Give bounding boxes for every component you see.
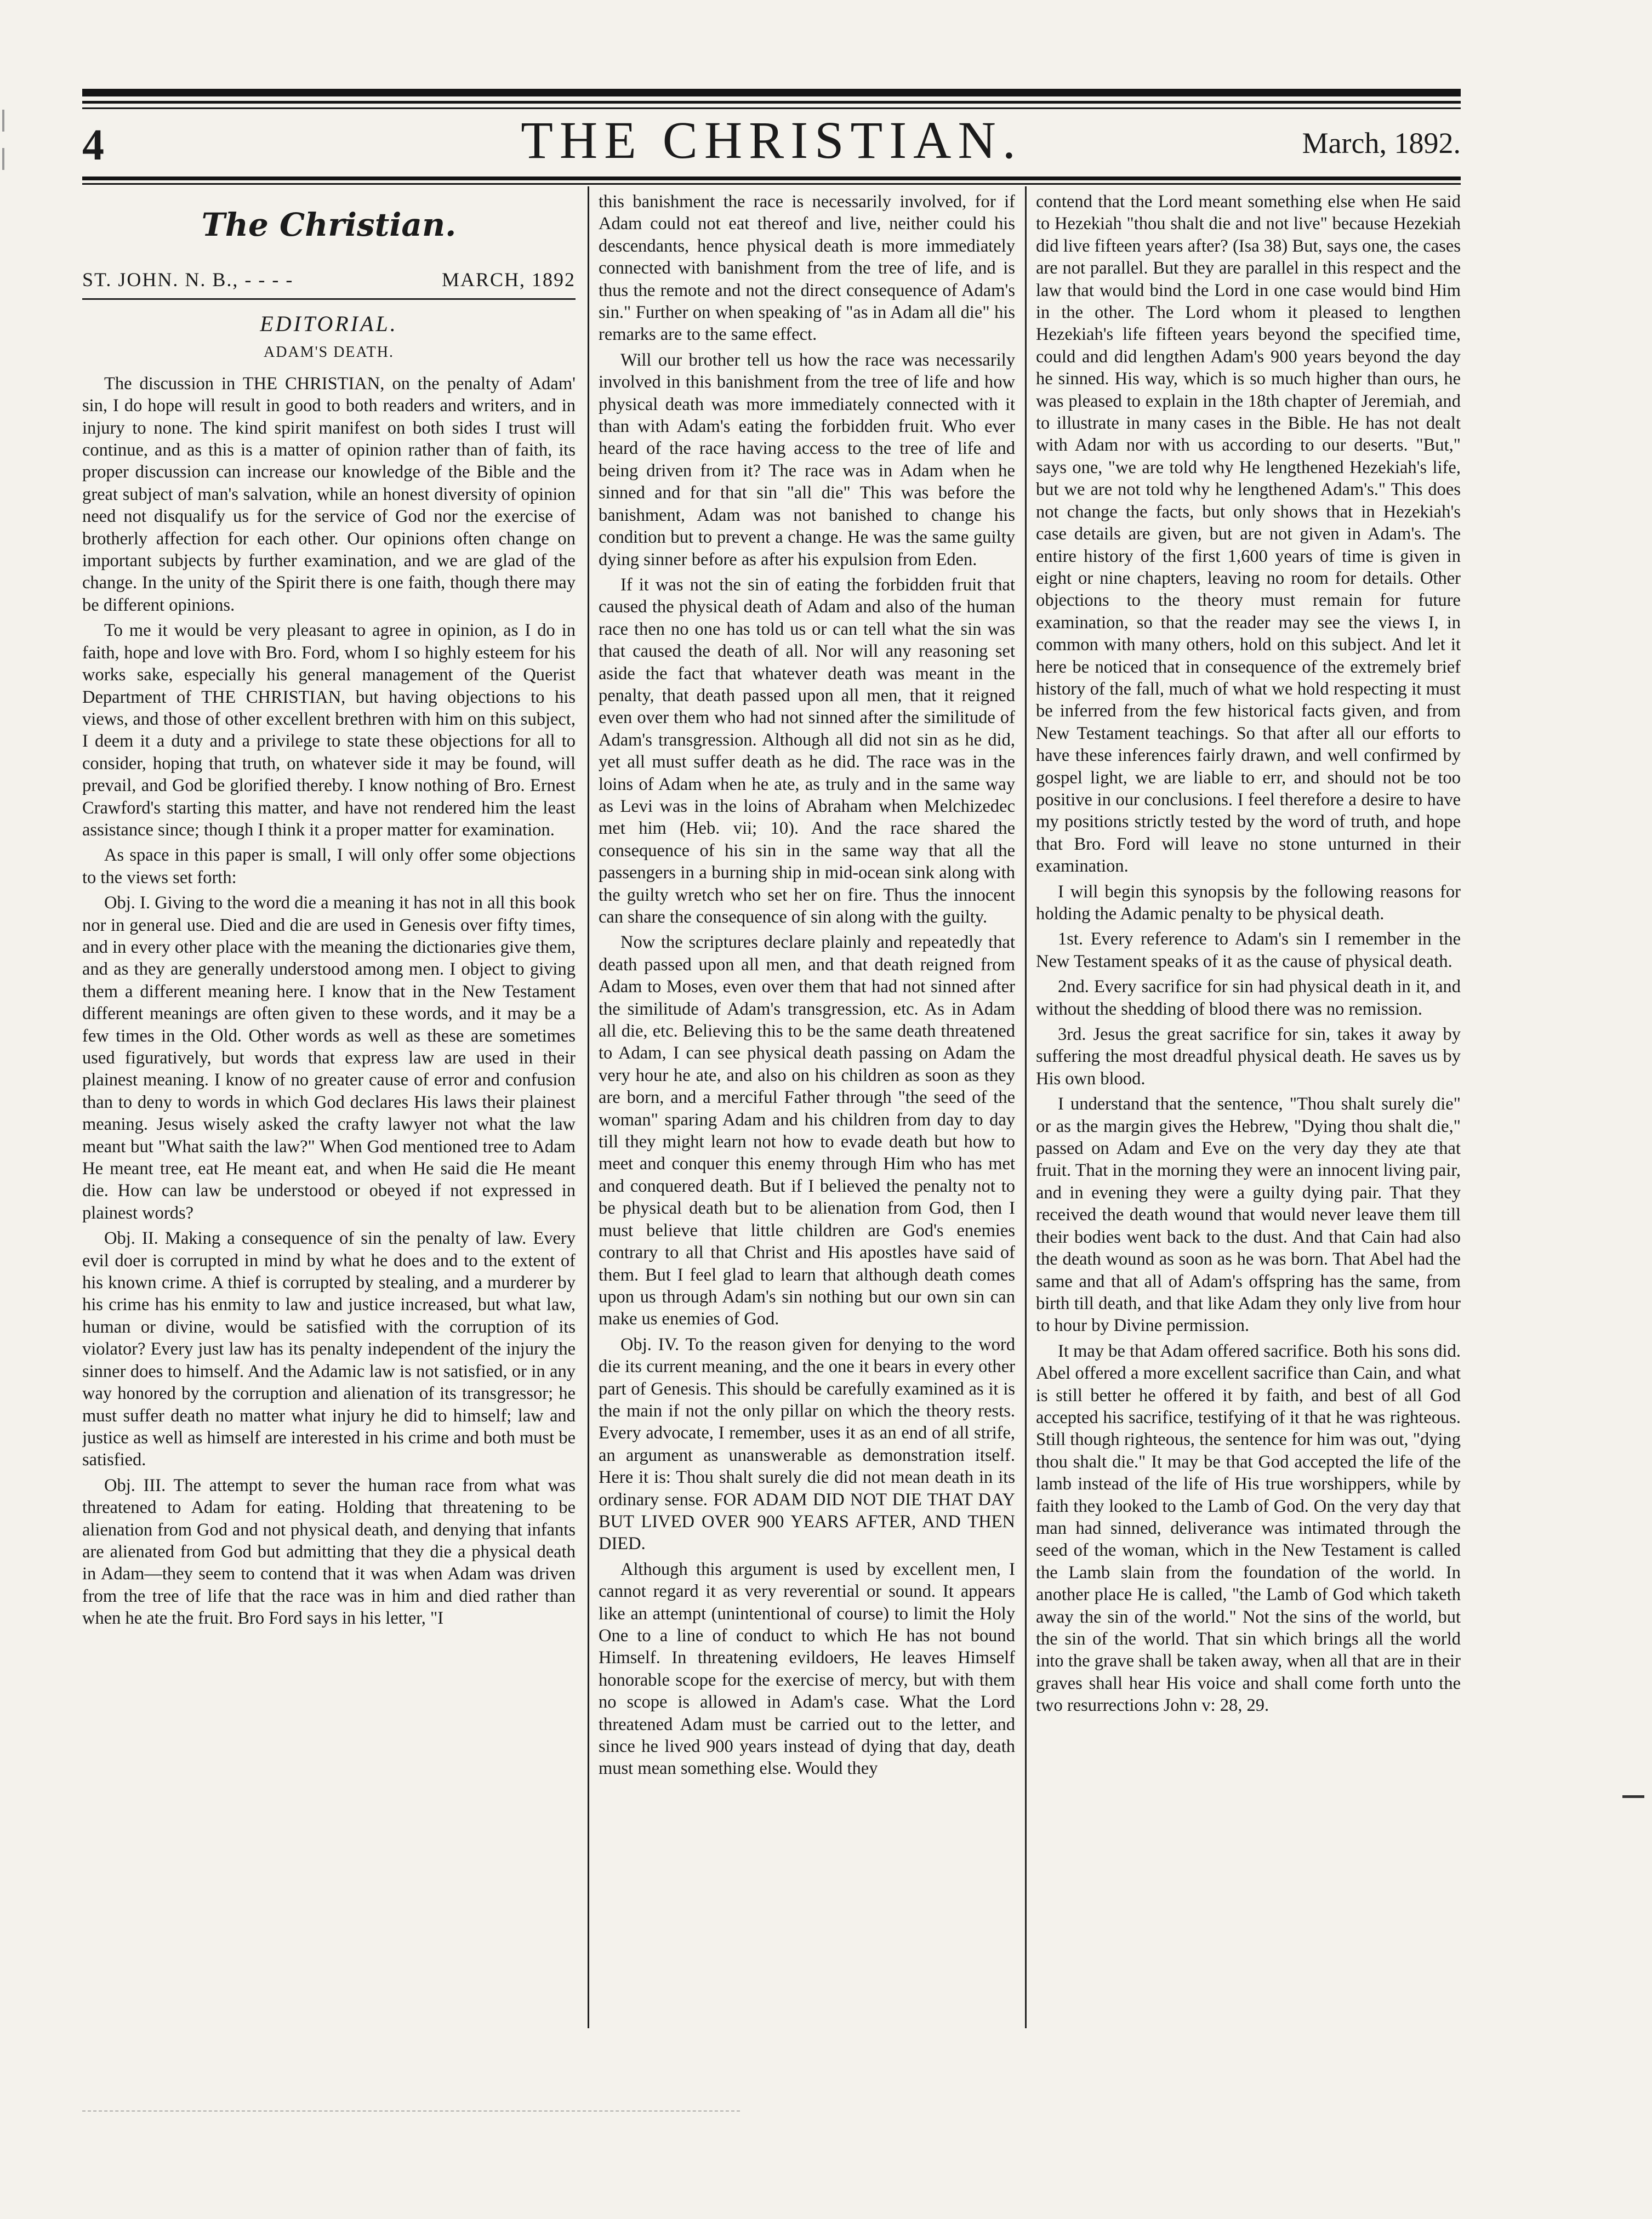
paragraph: Obj. II. Making a consequence of sin the penalty of law. Every evil doer is corrupted in mind by what he does and to the extent of his known crime. A thief is corrupted by stealing, and a murderer by his crime has his enmity to law and justice increased, but what law, human or divine, would be satisfied with the corruption of its violator? Every just law has its penalty independent of the injury the sinner does to himself. And the Adamic law is not satisfied, or in any way honored by the corruption and alienation of its transgressor; he must suffer death no matter what injury he did to himself; law and justice as well as himself are interested in his crime and both must be satisfied.	[82, 1228, 576, 1470]
page-number: 4	[82, 121, 104, 169]
paragraph: Obj. III. The attempt to sever the human race from what was threatened to Adam for eating. Holding that threatening to be alienation from God and not physical death, and denying that infants are alienated from God but admitting that they die a physical death in Adam—they seem to contend that it was when Adam was driven from the tree of life that the race was in him and died rather than when he ate the fruit. Bro Ford says in his letter, "I	[82, 1475, 576, 1629]
print-smudge	[82, 2110, 740, 2118]
paragraph: contend that the Lord meant something else when He said to Hezekiah "thou shalt die and not live" because Hezekiah did live fifteen years after? (Isa 38) But, says one, the cases are not parallel. But they are parallel in this respect and the law that would bind the Lord in one case would bind Him in the other. The Lord whom it pleased to lengthen Hezekiah's life fifteen years beyond the specified time, could and did lengthen Adam's 900 years beyond the day he sinned. His way, which is so much higher than ours, he was pleased to explain in the 18th chapter of Jeremiah, and to illustrate in many cases in the Bible. He has not dealt with Adam nor with us according to our deserts. "But," says one, "we are told why He lengthened Hezekiah's life, but we are not told why he lengthened Adam's." This does not change the facts, but only shows that in Hezekiah's case details are given, but are not given in Adam's. The entire history of the first 1,600 years of time is given in eight or nine chapters, leaving no room for details. Other objections to the theory must remain for future examination, so that the reader may see the views I, in common with many others, hold on this subject. And let it here be noticed that in consequence of the extremely brief history of the fall, much of what we hold respecting it must be inferred from the few historical facts given, and from New Testament teachings. So that after all our efforts to have these inferences fairly drawn, and well confirmed by gospel light, we are liable to err, and should not be too positive in our conclusions. I feel therefore a desire to have my positions strictly tested by the word of truth, and hope that Bro. Ford will leave no stone unturned in their examination.	[1036, 192, 1461, 877]
paragraph: To me it would be very pleasant to agree in opinion, as I do in faith, hope and love with Bro. Ford, whom I so highly esteem for his works sake, especially his general management of the Querist Department of THE CHRISTIAN, but having objections to his views, and those of other excellent brethren with him on this subject, I deem it a duty and a privilege to state these objections for all to consider, hoping that truth, on whatever side it may be found, will prevail, and God be glorified thereby. I know nothing of Bro. Ernest Crawford's starting this matter, and have not rendered him the least assistance since; though I think it a proper matter for examination.	[82, 621, 576, 840]
paragraph: Although this argument is used by excellent men, I cannot regard it as very reverential or sound. It appears like an attempt (unintentional of course) to limit the Holy One to a line of conduct to which He has not bound Himself. In threatening evildoers, He leaves Himself honorable scope for the exercise of mercy, but with them no scope is allowed in Adam's case. What the Lord threatened Adam must be carried out to the letter, and since he lived 900 years instead of dying that day, death must mean something else. Would they	[599, 1559, 1015, 1779]
column-divider	[588, 186, 589, 2028]
column-divider	[1025, 186, 1027, 2028]
column-2	[599, 191, 1015, 2027]
paragraph: Obj. IV. To the reason given for denying to the word die its current meaning, and the one it bears in every other part of Genesis. This should be carefully examined as it is the main if not the only pillar on which the theory rests. Every advocate, I remember, uses it as an end of all strife, an argument as unanswerable as demonstration itself. Here it is: Thou shalt surely die did not mean death in its ordinary sense. FOR ADAM DID NOT DIE THAT DAY BUT LIVED OVER 900 YEARS AFTER, AND THEN DIED.	[599, 1334, 1015, 1554]
edge-mark	[2, 148, 4, 170]
column-1	[82, 191, 576, 2027]
paragraph: this banishment the race is necessarily involved, for if Adam could not eat thereof and live, neither could his descendants, hence physical death is more immediately connected with banishment from the tree of life, and is thus the remote and not the direct consequence of Adam's sin." Further on when speaking of "as in Adam all die" his remarks are to the same effect.	[599, 192, 1015, 345]
paragraph: I will begin this synopsis by the following reasons for holding the Adamic penalty to be physical death.	[1036, 881, 1461, 924]
dateline	[82, 265, 576, 300]
article-title: ADAM'S DEATH.	[264, 344, 394, 361]
paragraph: 1st. Every reference to Adam's sin I remember in the New Testament speaks of it as the cause of physical death.	[1036, 929, 1461, 971]
dateline-place: ST. JOHN. N. B., - - - -	[82, 269, 294, 291]
paragraph: The discussion in THE CHRISTIAN, on the penalty of Adam' sin, I do hope will result in good to both readers and writers, and in injury to none. The kind spirit manifest on both sides I trust will continue, and as this is a matter of opinion rather than of faith, its proper discussion can increase our knowledge of the Bible and the great subject of man's salvation, while an honest diversity of opinion need not disqualify us for the service of God nor the exercise of brotherly affection for each other. Our opinions often change on important subjects by further examination, and we are glad of the change. In the unity of the Spirit there is one faith, though there may be different opinions.	[82, 373, 576, 615]
masthead	[82, 110, 1461, 175]
paragraph: As space in this paper is small, I will only offer some objections to the views set forth:	[82, 845, 576, 887]
paragraph: If it was not the sin of eating the forbidden fruit that caused the physical death of Adam and also of the human race then no one has told us or can tell what the sin was that caused the death of all. Nor will any reasoning set aside the fact that whatever death was meant in the penalty, that death passed upon all men, that it reigned even over them who had not sinned after the similitude of Adam's transgression. Although all did not sin as he did, yet all must suffer death as he did. The race was in the loins of Adam when he ate, as truly and in the same way as Levi was in the loins of Abraham when Melchizedec met him (Heb. vii; 10). And the race shared the consequence of his sin in the same way that all the passengers in a burning ship in mid-ocean sink along with the guilty wretch who set her on fire. Thus the innocent can share the consequence of sin along with the guilty.	[599, 574, 1015, 927]
top-rule	[82, 101, 1461, 104]
issue-date: March, 1892.	[1302, 127, 1461, 160]
paragraph: Obj. I. Giving to the word die a meaning it has not in all this book nor in general use. Died and die are used in Genesis over fifty times, and in every other place with the meaning the dictionaries give them, and as they are generally understood among men. I object to giving them a different meaning here. I know that in the New Testament different meanings are often given to these words, and it may be a few times in the Old. Other words as well as these are sometimes used figuratively, but words that express law are used in their plainest meaning. I know of no greater cause of error and confusion than to deny to words in which God declares His laws their plainest meaning. Jesus wisely asked the crafty lawyer not what the law meant but "What saith the law?" When God mentioned tree to Adam He meant tree, eat He meant eat, and when He said die He meant die. How can law be understood or obeyed if not expressed in plainest words?	[82, 893, 576, 1223]
section-title: EDITORIAL.	[260, 311, 398, 336]
paragraph: 3rd. Jesus the great sacrifice for sin, takes it away by suffering the most dreadful physical death. He saves us by His own blood.	[1036, 1025, 1461, 1089]
top-rule	[82, 89, 1461, 96]
masthead-rule	[82, 183, 1461, 185]
edge-mark	[2, 110, 4, 132]
top-rule	[82, 107, 1461, 109]
paper-title: THE CHRISTIAN.	[521, 111, 1022, 169]
paragraph: It may be that Adam offered sacrifice. Both his sons did. Abel offered a more excellent sacrifice than Cain, and what is still better he offered it by faith, and best of all God accepted his sacrifice, testifying of it that he was righteous. Still though righteous, the sentence for him was out, "dying thou shalt die." It may be that God accepted the life of the lamb instead of the life of His true worshippers, while by faith they looked to the Lamb of God. On the very day that man had sinned, deliverance was intimated through the seed of the woman, which in the New Testament is called the Lamb slain from the foundation of the world. In another place He is called, "the Lamb of God which taketh away the sin of the world." Not the sins of the world, but the sin of the world. That sin which brings all the world into the grave shall be taken away, when all that are in their graves shall hear His voice and shall come forth unto the two resurrections John v: 28, 29.	[1036, 1341, 1461, 1716]
column-3	[1036, 191, 1461, 2027]
masthead-rule	[82, 177, 1461, 180]
dateline-date: MARCH, 1892	[441, 269, 576, 291]
margin-mark	[1622, 1795, 1644, 1798]
paragraph: Now the scriptures declare plainly and repeatedly that death passed upon all men, and that death reigned from Adam to Moses, even over them that had not sinned after the similitude of Adam's transgression, etc. As in Adam all die, etc. Believing this to be the same death threatened to Adam, I can see physical death passing on Adam the very hour he ate, and also on his children as soon as they are born, and a merciful Father through "the seed of the woman" sparing Adam and his children from day to day till they might learn not how to evade death but how to meet and conquer this enemy through Him who has met and conquered death. But if I believed the penalty not to be physical death but to be alienation from God, then I must believe that little children are God's enemies contrary to all that Christ and His apostles have said of them. But I feel glad to learn that although death comes upon us through Adam's sin nothing but our own sin can make us enemies of God.	[599, 932, 1015, 1329]
nameplate: The Christian.	[201, 206, 457, 243]
paragraph: I understand that the sentence, "Thou shalt surely die" or as the margin gives the Hebrew, "Dying thou shalt die," passed on Adam and Eve on the very day they ate that fruit. That in the morning they were an innocent living pair, and in evening they were a guilty dying pair. That they received the death wound that would never leave them till their bodies went back to the dust. And that Cain had also the death wound as soon as he was born. That Abel had the same and that all of Adam's offspring has the same, from birth till death, and that like Adam they only live from hour to hour by Divine permission.	[1036, 1094, 1461, 1336]
paragraph: 2nd. Every sacrifice for sin had physical death in it, and without the shedding of blood there was no remission.	[1036, 977, 1461, 1019]
paragraph: Will our brother tell us how the race was necessarily involved in this banishment from the tree of life and how physical death was more immediately connected with it than with Adam's eating the forbidden fruit. Who ever heard of the race having access to the tree of life and being driven from it? The race was in Adam when he sinned and for that sin "all die" This was before the banishment, Adam was not banished to change his condition but to prevent a change. He was the same guilty dying sinner before as after his expulsion from Eden.	[599, 350, 1015, 570]
